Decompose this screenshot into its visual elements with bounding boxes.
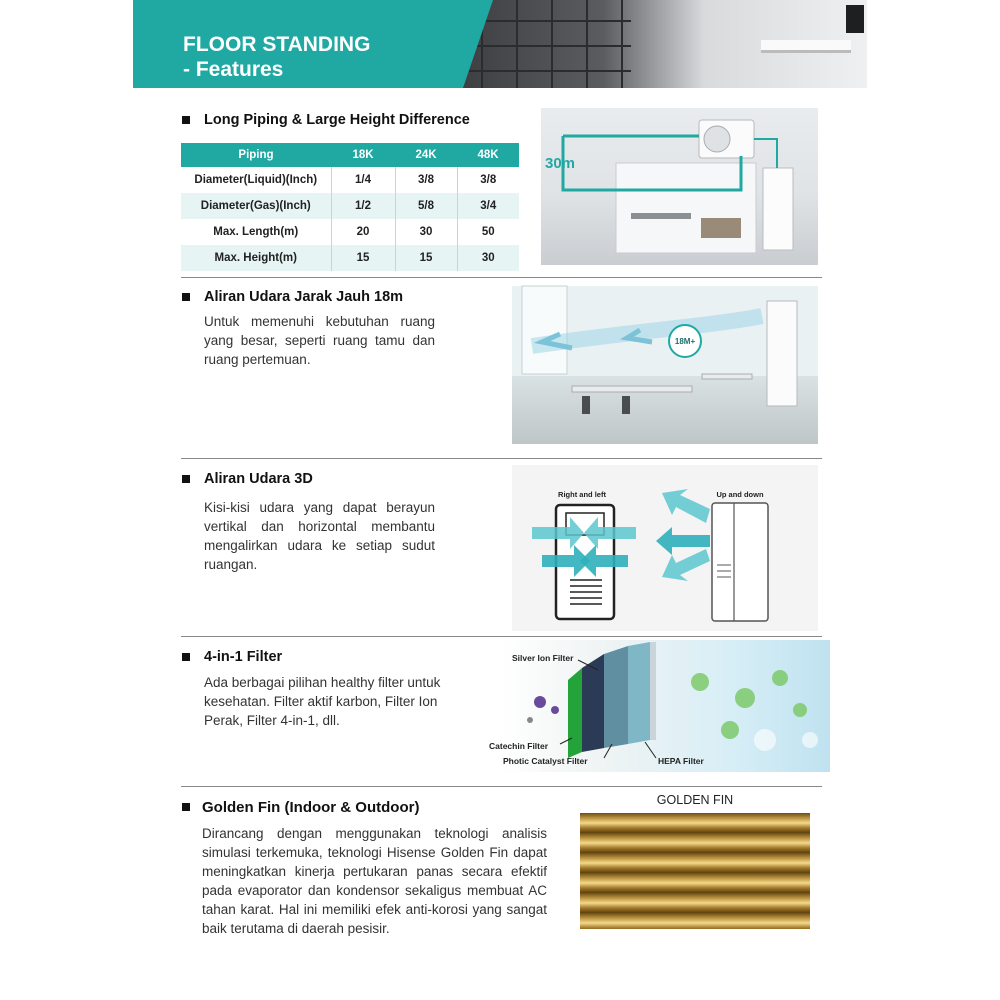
bullet-icon bbox=[182, 803, 190, 811]
section-body-golden-fin: Dirancang dengan menggunakan teknologi analisis simulasi terkemuka, teknologi Hisense Golden Fin dapat meningkatkan kinerja pertukaran panas secara efektif pada evaporator dan kondensor sekaligus membuat AC tahan karat. Hal ini memiliki efek anti-korosi yang sangat baik terutama di daerah pesisir. bbox=[202, 826, 547, 936]
page-title-line1: FLOOR STANDING bbox=[183, 33, 371, 56]
table-header-cell: Piping bbox=[181, 143, 331, 167]
bullet-icon bbox=[182, 653, 190, 661]
distance-badge: 18M+ bbox=[674, 337, 696, 346]
page-header bbox=[133, 0, 867, 88]
section-title-airflow: Aliran Udara Jarak Jauh 18m bbox=[204, 289, 404, 305]
table-cell: 50 bbox=[457, 219, 519, 245]
table-cell: Max. Length(m) bbox=[213, 226, 299, 238]
table-header-cell: 24K bbox=[395, 143, 457, 167]
3d-airflow-diagram bbox=[512, 465, 818, 631]
label-up-down: Up and down bbox=[716, 490, 764, 499]
section-divider bbox=[181, 277, 822, 278]
table-cell: Diameter(Gas)(Inch) bbox=[181, 193, 331, 219]
airflow-svg bbox=[512, 286, 818, 444]
bullet-icon bbox=[182, 116, 190, 124]
table-cell: Diameter(Liquid)(Inch) bbox=[194, 174, 318, 186]
table-cell: 1/2 bbox=[331, 193, 395, 219]
silver-ion-filter-label: Silver Ion Filter bbox=[512, 653, 574, 663]
photic-catalyst-filter-label: Photic Catalyst Filter bbox=[503, 756, 588, 766]
filter-layers-image bbox=[489, 640, 830, 772]
table-row bbox=[181, 167, 519, 193]
table-cell: 3/8 bbox=[395, 167, 457, 193]
page-title-line2: - Features bbox=[183, 58, 284, 81]
table-header-cell: 48K bbox=[457, 143, 519, 167]
height-label: 30m bbox=[545, 155, 576, 172]
table-cell: 20 bbox=[331, 219, 395, 245]
section-divider bbox=[181, 636, 822, 637]
section-body-3d-airflow: Kisi-kisi udara yang dapat berayun vertikal dan horizontal membantu mengalirkan udara ke setiap sudut ruangan. bbox=[204, 500, 435, 572]
piping-diagram-svg bbox=[541, 108, 818, 265]
page-title bbox=[183, 32, 370, 82]
filter-svg bbox=[489, 640, 830, 772]
table-cell: 15 bbox=[331, 245, 395, 271]
table-header-cell: 18K bbox=[331, 143, 395, 167]
section-title-golden-fin: Golden Fin (Indoor & Outdoor) bbox=[202, 799, 420, 816]
table-cell: 30 bbox=[395, 219, 457, 245]
table-header-row bbox=[181, 143, 519, 167]
table-cell: 3/8 bbox=[457, 167, 519, 193]
section-body-airflow: Untuk memenuhi kebutuhan ruang yang besar, seperti ruang tamu dan ruang pertemuan. bbox=[204, 314, 435, 367]
3d-airflow-svg bbox=[512, 465, 818, 631]
table-cell: 15 bbox=[395, 245, 457, 271]
section-divider bbox=[181, 786, 822, 787]
piping-table bbox=[181, 143, 519, 271]
catechin-filter-label: Catechin Filter bbox=[489, 741, 549, 751]
table-cell: 30 bbox=[457, 245, 519, 271]
piping-table-container bbox=[181, 143, 519, 271]
section-divider bbox=[181, 458, 822, 459]
label-right-left: Right and left bbox=[558, 490, 606, 499]
table-row bbox=[181, 219, 519, 245]
airflow-room-image bbox=[512, 286, 818, 444]
bullet-icon bbox=[182, 293, 190, 301]
section-title-piping: Long Piping & Large Height Difference bbox=[204, 112, 470, 128]
header-office-photo bbox=[461, 0, 867, 88]
hepa-filter-label: HEPA Filter bbox=[658, 756, 704, 766]
golden-fin-caption: GOLDEN FIN bbox=[656, 793, 734, 807]
piping-installation-image bbox=[541, 108, 818, 265]
table-cell: 3/4 bbox=[457, 193, 519, 219]
section-title-3d-airflow: Aliran Udara 3D bbox=[204, 471, 313, 487]
table-cell: 5/8 bbox=[395, 193, 457, 219]
section-title-filter: 4-in-1 Filter bbox=[204, 649, 283, 665]
table-row bbox=[181, 193, 519, 219]
bullet-icon bbox=[182, 475, 190, 483]
table-cell: Max. Height(m) bbox=[181, 245, 331, 271]
table-row bbox=[181, 245, 519, 271]
golden-fin-image bbox=[580, 813, 810, 929]
section-body-filter: Ada berbagai pilihan healthy filter untuk kesehatan. Filter aktif karbon, Filter Ion Perak, Filter 4-in-1, dll. bbox=[204, 675, 441, 728]
table-cell: 1/4 bbox=[331, 167, 395, 193]
